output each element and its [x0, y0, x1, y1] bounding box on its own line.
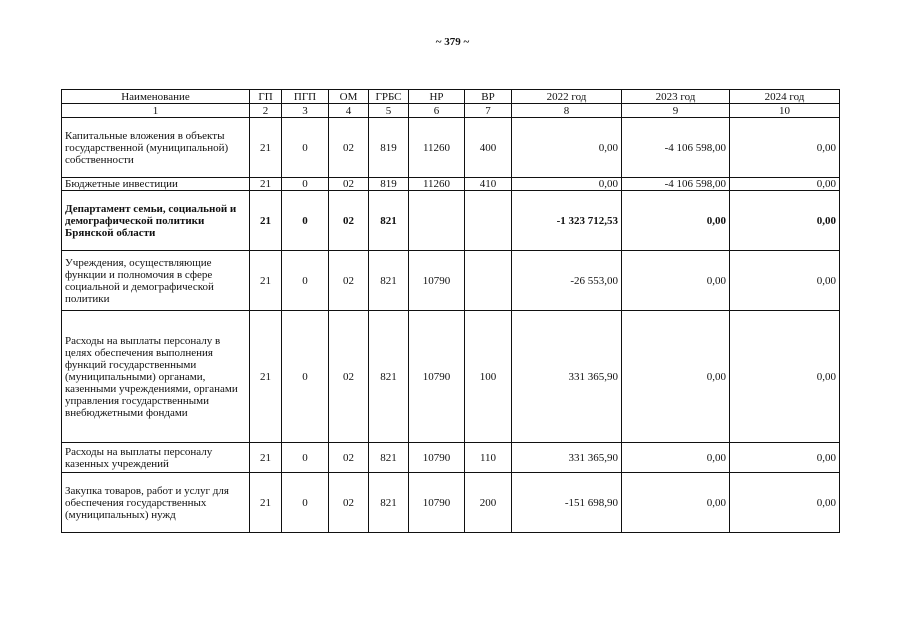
table-row	[62, 311, 840, 443]
header-2024: 2024 год	[730, 90, 840, 104]
row-grbs: 819	[369, 118, 409, 178]
row-2022: 0,00	[512, 118, 622, 178]
row-grbs: 821	[369, 191, 409, 251]
table-row	[62, 178, 840, 191]
row-pgp: 0	[282, 251, 329, 311]
row-om: 02	[329, 191, 369, 251]
header-grbs: ГРБС	[369, 90, 409, 104]
row-2023: -4 106 598,00	[622, 178, 730, 191]
row-om: 02	[329, 443, 369, 473]
row-om: 02	[329, 473, 369, 533]
row-nr: 11260	[409, 178, 465, 191]
column-number-row	[62, 104, 840, 118]
row-pgp: 0	[282, 311, 329, 443]
row-2023: 0,00	[622, 443, 730, 473]
row-pgp: 0	[282, 191, 329, 251]
row-vr	[465, 191, 512, 251]
column-number: 10	[730, 104, 840, 118]
row-grbs: 819	[369, 178, 409, 191]
row-name: Расходы на выплаты персоналу в целях обеспечения выполнения функций государственными (муниципальными) органами, казенными учреждениями, органами управления государственными внебюджетными фондами	[62, 311, 250, 443]
table-row	[62, 443, 840, 473]
row-2023: 0,00	[622, 191, 730, 251]
row-gp: 21	[250, 311, 282, 443]
column-number: 6	[409, 104, 465, 118]
row-2022: -151 698,90	[512, 473, 622, 533]
column-number: 5	[369, 104, 409, 118]
row-pgp: 0	[282, 178, 329, 191]
row-grbs: 821	[369, 251, 409, 311]
page-number: ~ 379 ~	[435, 36, 470, 48]
row-om: 02	[329, 118, 369, 178]
column-number: 4	[329, 104, 369, 118]
header-2022: 2022 год	[512, 90, 622, 104]
row-vr: 410	[465, 178, 512, 191]
header-nr: НР	[409, 90, 465, 104]
row-vr: 200	[465, 473, 512, 533]
row-2023: 0,00	[622, 251, 730, 311]
table-row	[62, 191, 840, 251]
row-2022: -1 323 712,53	[512, 191, 622, 251]
table-row	[62, 473, 840, 533]
row-nr: 10790	[409, 311, 465, 443]
row-2023: 0,00	[622, 311, 730, 443]
row-2022: 0,00	[512, 178, 622, 191]
row-gp: 21	[250, 443, 282, 473]
column-number: 7	[465, 104, 512, 118]
header-row	[62, 90, 840, 104]
row-grbs: 821	[369, 473, 409, 533]
row-2024: 0,00	[730, 191, 840, 251]
row-nr: 10790	[409, 473, 465, 533]
row-gp: 21	[250, 118, 282, 178]
column-number: 9	[622, 104, 730, 118]
row-name: Расходы на выплаты персоналу казенных учреждений	[62, 443, 250, 473]
row-2023: 0,00	[622, 473, 730, 533]
row-vr: 110	[465, 443, 512, 473]
row-pgp: 0	[282, 443, 329, 473]
row-pgp: 0	[282, 473, 329, 533]
row-nr: 10790	[409, 251, 465, 311]
row-2024: 0,00	[730, 473, 840, 533]
row-nr: 10790	[409, 443, 465, 473]
row-gp: 21	[250, 473, 282, 533]
row-vr: 100	[465, 311, 512, 443]
row-name: Учреждения, осуществляющие функции и полномочия в сфере социальной и демографической политики	[62, 251, 250, 311]
table-row	[62, 118, 840, 178]
row-gp: 21	[250, 178, 282, 191]
column-number: 1	[62, 104, 250, 118]
row-nr	[409, 191, 465, 251]
row-name: Бюджетные инвестиции	[62, 178, 250, 191]
row-2024: 0,00	[730, 251, 840, 311]
row-gp: 21	[250, 251, 282, 311]
row-om: 02	[329, 311, 369, 443]
row-name: Департамент семьи, социальной и демографической политики Брянской области	[62, 191, 250, 251]
row-om: 02	[329, 178, 369, 191]
header-pgp: ПГП	[282, 90, 329, 104]
column-number: 2	[250, 104, 282, 118]
row-2022: 331 365,90	[512, 311, 622, 443]
column-number: 3	[282, 104, 329, 118]
row-nr: 11260	[409, 118, 465, 178]
budget-table	[61, 89, 840, 533]
table-row	[62, 251, 840, 311]
header-2023: 2023 год	[622, 90, 730, 104]
row-grbs: 821	[369, 443, 409, 473]
row-vr: 400	[465, 118, 512, 178]
header-om: ОМ	[329, 90, 369, 104]
row-2022: -26 553,00	[512, 251, 622, 311]
column-number: 8	[512, 104, 622, 118]
row-2024: 0,00	[730, 178, 840, 191]
row-2024: 0,00	[730, 443, 840, 473]
row-name: Закупка товаров, работ и услуг для обеспечения государственных (муниципальных) нужд	[62, 473, 250, 533]
row-2023: -4 106 598,00	[622, 118, 730, 178]
header-gp: ГП	[250, 90, 282, 104]
row-pgp: 0	[282, 118, 329, 178]
row-vr	[465, 251, 512, 311]
header-vr: ВР	[465, 90, 512, 104]
row-2024: 0,00	[730, 118, 840, 178]
row-2024: 0,00	[730, 311, 840, 443]
row-gp: 21	[250, 191, 282, 251]
row-name: Капитальные вложения в объекты государственной (муниципальной) собственности	[62, 118, 250, 178]
row-2022: 331 365,90	[512, 443, 622, 473]
row-grbs: 821	[369, 311, 409, 443]
row-om: 02	[329, 251, 369, 311]
header-name: Наименование	[62, 90, 250, 104]
